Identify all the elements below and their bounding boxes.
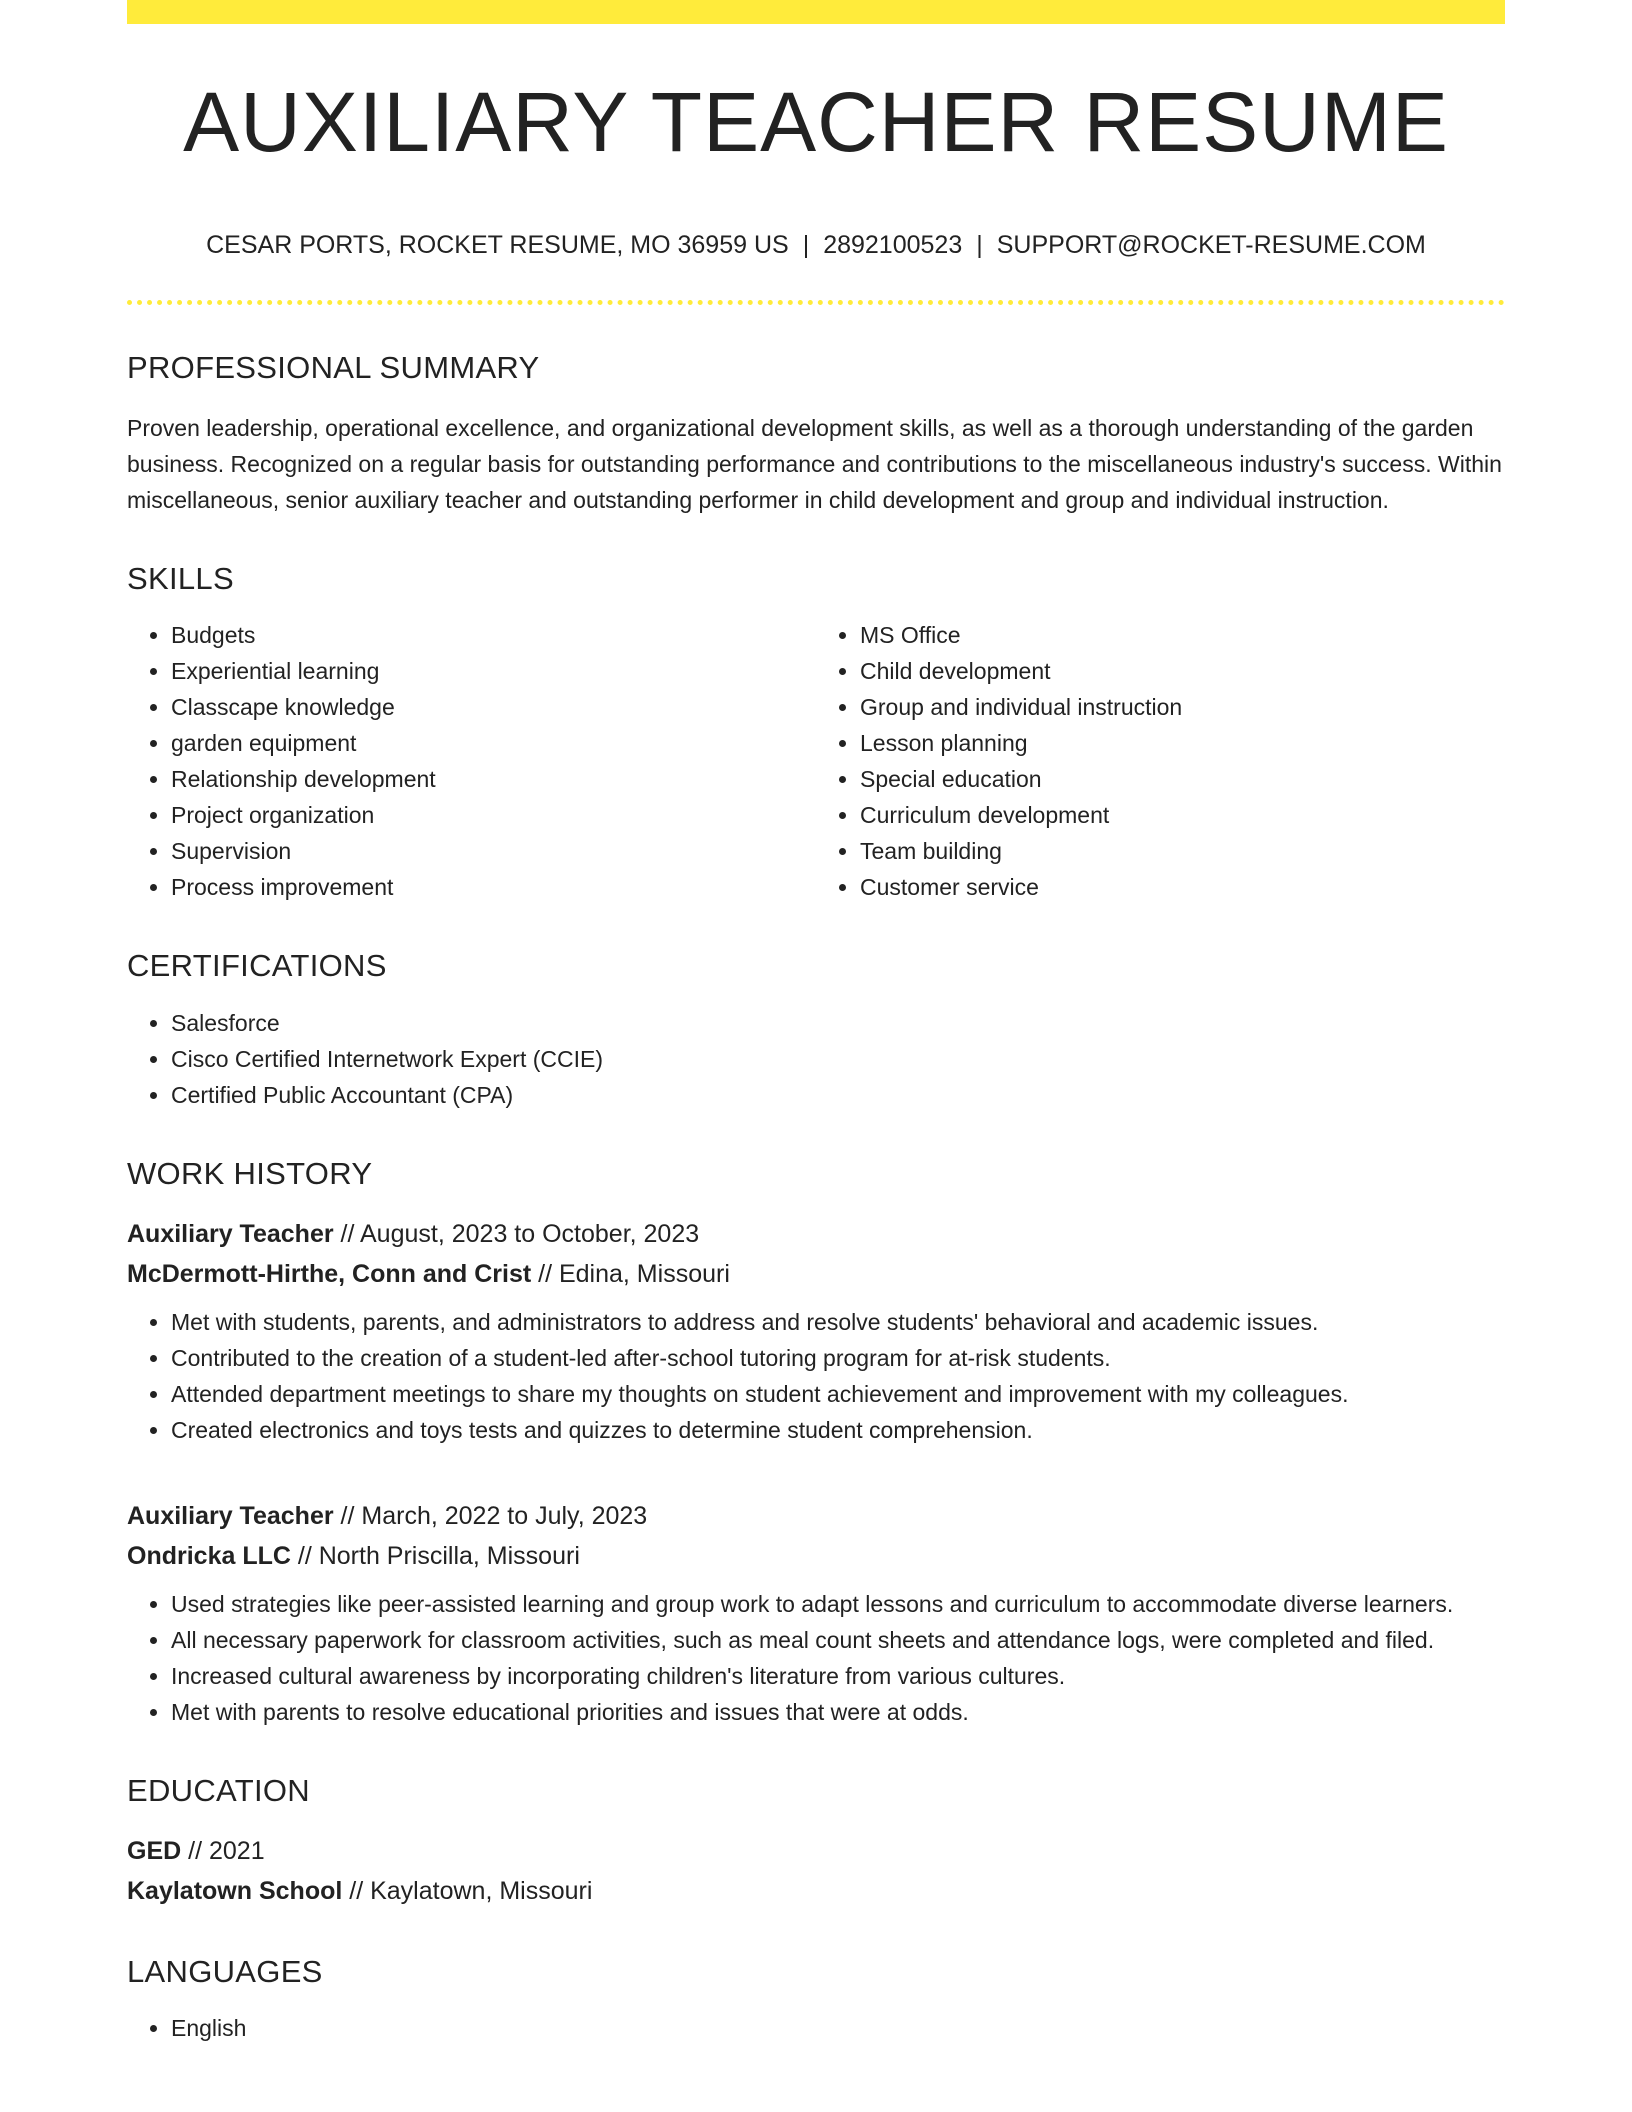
summary-text: Proven leadership, operational excellence, and organizational development skills, as well as a thorough understanding of the garden business. Recognized on a regular basis for outstanding performance and contributions to the miscellaneous industry's success. Within miscellaneous, senior auxiliary teacher and outstanding performer in child development and group and individual instruction.	[127, 415, 1502, 514]
list-item: • Met with parents to resolve educational priorities and issues that were at odds.	[171, 1694, 1505, 1730]
skills-grid	[127, 617, 1505, 905]
list-item: • Cisco Certified Internetwork Expert (CCIE)	[171, 1041, 1505, 1077]
list-item: • Met with students, parents, and administrators to address and resolve students' behavioral and academic issues.	[171, 1304, 1505, 1340]
job-location: // North Priscilla, Missouri	[297, 1541, 580, 1570]
section-heading-languages: LANGUAGES	[127, 1953, 323, 1989]
certifications-list	[127, 1005, 1505, 1113]
contact-email: SUPPORT@ROCKET-RESUME.COM	[996, 231, 1426, 259]
job-title: Auxiliary Teacher	[127, 1501, 334, 1530]
list-item: • Increased cultural awareness by incorporating children's literature from various cultures.	[171, 1658, 1505, 1694]
job-company-line	[127, 1254, 1505, 1294]
list-item: • Group and individual instruction	[860, 689, 1505, 725]
job-title-line	[127, 1214, 1505, 1254]
job-bullets	[127, 1586, 1505, 1730]
education-location: // Kaylatown, Missouri	[349, 1876, 593, 1905]
list-item: • Supervision	[171, 833, 816, 869]
job-company: McDermott-Hirthe, Conn and Crist	[127, 1259, 532, 1288]
list-item: • Budgets	[171, 617, 816, 653]
list-item: • Lesson planning	[860, 725, 1505, 761]
list-item: • Relationship development	[171, 761, 816, 797]
contact-line	[127, 230, 1505, 260]
list-item: • All necessary paperwork for classroom activities, such as meal count sheets and attendance logs, were completed and filed.	[171, 1622, 1505, 1658]
job-dates: // March, 2022 to July, 2023	[340, 1501, 648, 1530]
education-year: // 2021	[188, 1836, 265, 1865]
list-item: • English	[171, 2010, 1505, 2046]
page-title: AUXILIARY TEACHER RESUME	[183, 75, 1449, 169]
education-school: Kaylatown School	[127, 1876, 343, 1905]
education-section	[127, 1772, 1505, 1911]
skills-list-right	[816, 617, 1505, 905]
job-entry	[127, 1214, 1505, 1448]
education-degree-line	[127, 1831, 1505, 1871]
languages-section	[127, 1953, 1505, 2046]
top-accent-bar	[127, 0, 1505, 24]
job-entry	[127, 1496, 1505, 1730]
job-company-line	[127, 1536, 1505, 1576]
list-item: • MS Office	[860, 617, 1505, 653]
job-title: Auxiliary Teacher	[127, 1219, 334, 1248]
list-item: • Salesforce	[171, 1005, 1505, 1041]
section-heading-education: EDUCATION	[127, 1772, 310, 1808]
list-item: • Created electronics and toys tests and quizzes to determine student comprehension.	[171, 1412, 1505, 1448]
education-degree: GED	[127, 1836, 182, 1865]
contact-separator: |	[802, 231, 810, 259]
certifications-section	[127, 947, 1505, 1112]
section-heading-skills: SKILLS	[127, 561, 234, 597]
education-school-line	[127, 1871, 1505, 1911]
section-heading-certifications: CERTIFICATIONS	[127, 948, 387, 984]
job-location: // Edina, Missouri	[538, 1259, 730, 1288]
work-history-section	[127, 1155, 1505, 1730]
list-item: • Special education	[860, 761, 1505, 797]
list-item: • Classcape knowledge	[171, 689, 816, 725]
contact-separator: |	[976, 231, 983, 259]
section-heading-summary: PROFESSIONAL SUMMARY	[127, 350, 540, 385]
dotted-divider	[127, 300, 1505, 305]
list-item: • Project organization	[171, 797, 816, 833]
list-item: • Process improvement	[171, 869, 816, 905]
skills-list-left	[127, 617, 816, 905]
list-item: • Curriculum development	[860, 797, 1505, 833]
job-company: Ondricka LLC	[127, 1541, 291, 1570]
list-item: • Contributed to the creation of a student-led after-school tutoring program for at-risk students.	[171, 1340, 1505, 1376]
languages-list	[127, 2010, 1505, 2046]
summary-section	[127, 349, 1505, 518]
education-entry	[127, 1831, 1505, 1911]
list-item: • Child development	[860, 653, 1505, 689]
job-bullets	[127, 1304, 1505, 1448]
contact-phone: 2892100523	[823, 231, 963, 259]
job-title-line	[127, 1496, 1505, 1536]
list-item: • Certified Public Accountant (CPA)	[171, 1077, 1505, 1113]
list-item: • Experiential learning	[171, 653, 816, 689]
list-item: • Attended department meetings to share my thoughts on student achievement and improvement with my colleagues.	[171, 1376, 1505, 1412]
contact-address: CESAR PORTS, ROCKET RESUME, MO 36959 US	[206, 231, 789, 259]
job-dates: // August, 2023 to October, 2023	[340, 1219, 700, 1248]
skills-section	[127, 560, 1505, 905]
section-heading-work-history: WORK HISTORY	[127, 1155, 373, 1191]
list-item: • Team building	[860, 833, 1505, 869]
list-item: • Customer service	[860, 869, 1505, 905]
list-item: • Used strategies like peer-assisted learning and group work to adapt lessons and curriculum to accommodate diverse learners.	[171, 1586, 1505, 1622]
list-item: • garden equipment	[171, 725, 816, 761]
resume-page	[127, 0, 1505, 2046]
